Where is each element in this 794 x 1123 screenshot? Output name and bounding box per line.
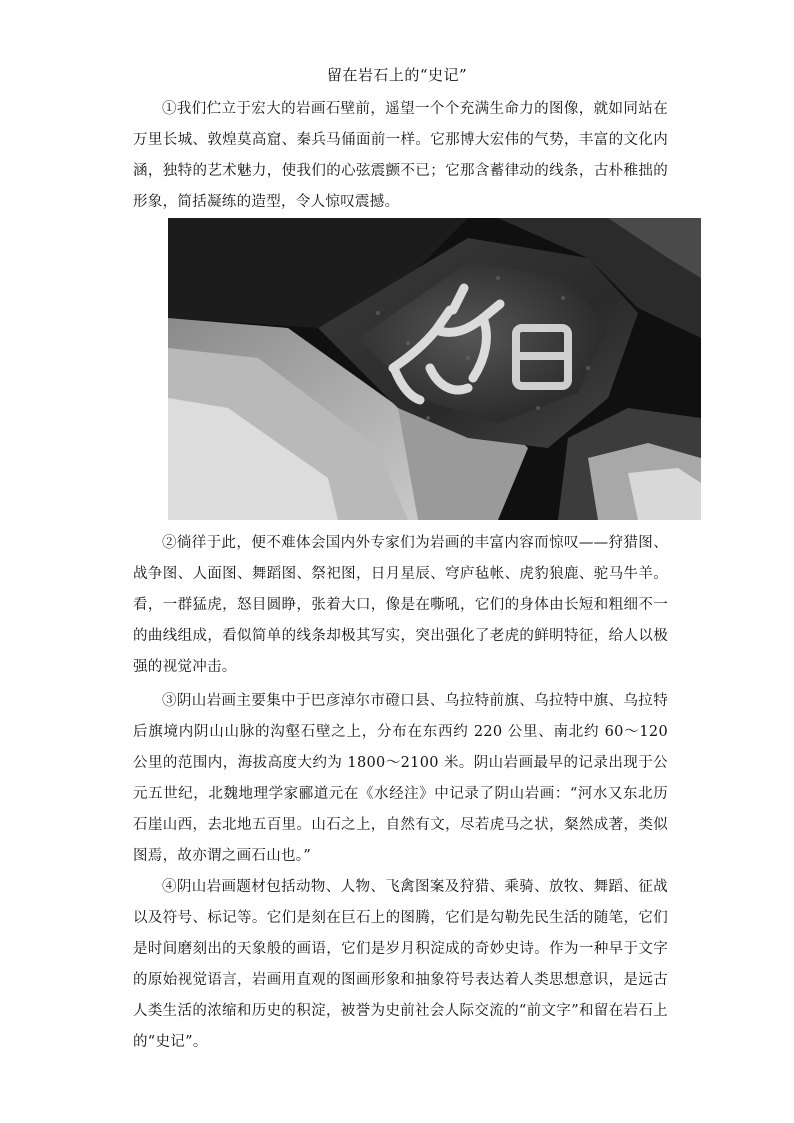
- paragraph-4: ④阴山岩画题材包括动物、人物、飞禽图案及狩猎、乘骑、放牧、舞蹈、征战以及符号、标记等。它们是刻在巨石上的图腾，它们是勾勒先民生活的随笔，它们是时间磨刻出的天象般的画语，它们是岁月积淀成的奇妙史诗。作为一种早于文字的原始视觉语言，岩画用直观的图画形象和抽象符号表达着人类思想意识，是远古人类生活的浓缩和历史的积淀，被誉为史前社会人际交流的“前文字”和留在岩石上的“史记”。: [133, 879, 668, 1050]
- paragraph-2: ②徜徉于此，便不难体会国内外专家们为岩画的丰富内容而惊叹——狩猎图、战争图、人面图、舞蹈图、祭祀图，日月星辰、穹庐毡帐、虎豹狼鹿、驼马牛羊。看，一群猛虎，怒目圆睁，张着大口，像是在嘶吼，它们的身体由长短和粗细不一的曲线组成，看似简单的线条却极其写实，突出强化了老虎的鲜明特征，给人以极强的视觉冲击。: [133, 535, 668, 675]
- paragraph-3: ③阴山岩画主要集中于巴彦淖尔市磴口县、乌拉特前旗、乌拉特中旗、乌拉特后旗境内阴山山脉的沟壑石壁之上，分布在东西约 220 公里、南北约 60～120 公里的范围内，海拔高度大约为 1800～2100 米。阴山岩画最早的记录出现于公元五世纪，北魏地理学家郦道元在《水经注》中记录了阴山岩画：“河水又东北历石崖山西，去北地五百里。山石之上，自然有文，尽若虎马之状，粲然成著，类似图焉，故亦谓之画石山也。”: [133, 693, 668, 864]
- paragraph-1: ①我们伫立于宏大的岩画石壁前，遥望一个个充满生命力的图像，就如同站在万里长城、敦煌莫高窟、秦兵马俑面前一样。它那博大宏伟的气势，丰富的文化内涵，独特的艺术魅力，使我们的心弦震颤不已；它那含蓄律动的线条，古朴稚拙的形象，简括凝练的造型，令人惊叹震撼。: [133, 101, 668, 210]
- article-title: 留在岩石上的“史记”: [326, 66, 468, 84]
- rock-painting-photo: [168, 218, 701, 520]
